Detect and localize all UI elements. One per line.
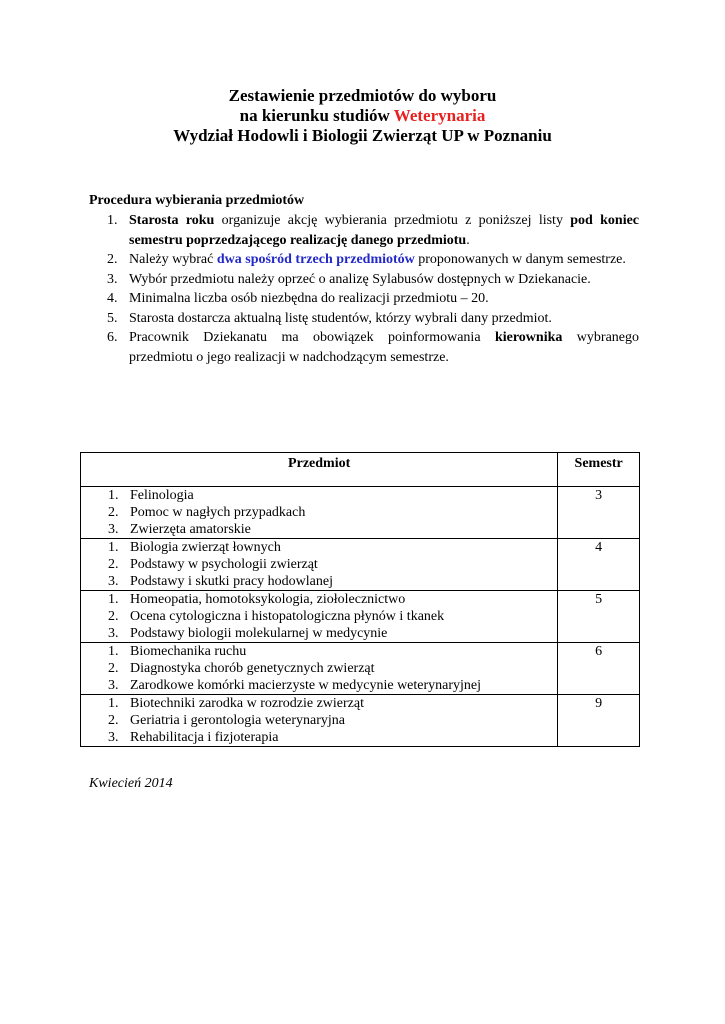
- subject-item: [81, 504, 557, 521]
- procedure-item-text: Należy wybrać: [129, 252, 217, 267]
- subject-name: Podstawy biologii molekularnej w medycynie: [130, 626, 388, 641]
- subject-list: [81, 539, 557, 590]
- subject-name: Biologia zwierząt łownych: [130, 540, 281, 555]
- subject-number: 3.: [108, 626, 119, 641]
- procedure-item-bold: kierownika: [494, 330, 563, 345]
- procedure-item-number: 5.: [107, 310, 118, 326]
- header-semester: Semestr: [558, 453, 640, 487]
- header-subject: Przedmiot: [81, 453, 558, 487]
- subject-item: [81, 677, 557, 694]
- subjects-table: [80, 452, 640, 747]
- title-line-3: Wydział Hodowli i Biologii Zwierząt UP w Poznaniu: [173, 126, 552, 145]
- table-row: [81, 695, 640, 747]
- subjects-cell: [81, 539, 558, 591]
- procedure-item: [89, 289, 639, 309]
- subject-number: 2.: [108, 505, 119, 520]
- subject-number: 3.: [108, 678, 119, 693]
- document-title: [0, 86, 725, 146]
- subject-number: 3.: [108, 522, 119, 537]
- procedure-item-number: 3.: [107, 271, 118, 287]
- subject-item: [81, 712, 557, 729]
- procedure-item-number: 4.: [107, 291, 118, 306]
- procedure-item-number: 6.: [107, 330, 118, 345]
- subject-number: 1.: [108, 644, 119, 659]
- subject-list: [81, 487, 557, 538]
- table-header-row: [81, 453, 640, 487]
- procedure-item: [89, 270, 639, 290]
- subject-name: Biomechanika ruchu: [130, 644, 247, 659]
- subject-number: 1.: [108, 696, 119, 711]
- subject-name: Rehabilitacja i fizjoterapia: [130, 730, 279, 745]
- procedure-item-text: organizuje akcję wybierania przedmiotu z poniższej listy: [214, 213, 571, 228]
- subject-number: 3.: [108, 574, 119, 589]
- subject-item: [81, 608, 557, 625]
- procedure-list: [89, 211, 639, 367]
- subject-number: 1.: [108, 540, 119, 555]
- subject-name: Podstawy w psychologii zwierząt: [130, 557, 318, 572]
- title-line-2: [0, 106, 725, 126]
- subject-name: Podstawy i skutki pracy hodowlanej: [130, 574, 333, 589]
- title-line-2-prefix: na kierunku studiów: [239, 106, 394, 125]
- subject-number: 2.: [108, 609, 119, 624]
- title-line-1: Zestawienie przedmiotów do wyboru: [228, 86, 497, 105]
- subject-number: 2.: [108, 557, 119, 572]
- semester-cell: 3: [558, 487, 640, 539]
- procedure-item-text: .: [466, 232, 470, 248]
- subject-name: Zwierzęta amatorskie: [130, 522, 251, 537]
- subject-number: 3.: [108, 730, 119, 745]
- subjects-cell: [81, 695, 558, 747]
- subject-list: [81, 591, 557, 642]
- procedure-heading: Procedura wybierania przedmiotów: [89, 193, 305, 208]
- procedure-item-text: wybranego przedmiotu o jego realizacji w nadchodzącym semestrze.: [129, 330, 639, 365]
- semester-cell: 6: [558, 643, 640, 695]
- subject-list: [81, 643, 557, 694]
- table-row: [81, 643, 640, 695]
- procedure-item-text: Starosta dostarcza aktualną listę studentów, którzy wybrali dany przedmiot.: [129, 310, 552, 326]
- subject-item: [81, 625, 557, 642]
- subject-item: [81, 643, 557, 660]
- table-row: [81, 591, 640, 643]
- subject-name: Pomoc w nagłych przypadkach: [130, 505, 306, 520]
- procedure-item-highlight: dwa spośród trzech przedmiotów: [216, 252, 415, 267]
- subjects-cell: [81, 487, 558, 539]
- subject-number: 1.: [108, 488, 119, 503]
- subject-number: 1.: [108, 592, 119, 607]
- semester-cell: 5: [558, 591, 640, 643]
- procedure-item-text: Pracownik Dziekanatu ma obowiązek poinformowania: [129, 330, 495, 345]
- procedure-item: [89, 309, 639, 329]
- subject-item: [81, 521, 557, 538]
- subjects-cell: [81, 643, 558, 695]
- table-row: [81, 539, 640, 591]
- procedure-item-text: Minimalna liczba osób niezbędna do realizacji przedmiotu – 20.: [129, 291, 489, 306]
- procedure-item-bold: pod koniec semestru poprzedzającego realizację danego przedmiotu: [129, 213, 640, 248]
- procedure-item-number: 2.: [107, 252, 118, 267]
- procedure-item-bold: Starosta roku: [129, 213, 215, 228]
- subject-number: 2.: [108, 661, 119, 676]
- subject-item: [81, 556, 557, 573]
- subject-item: [81, 591, 557, 608]
- procedure-item: [89, 250, 639, 270]
- procedure-item-text: Wybór przedmiotu należy oprzeć o analizę Sylabusów dostępnych w Dziekanacie.: [129, 271, 591, 287]
- subject-name: Felinologia: [130, 488, 194, 503]
- subject-list: [81, 695, 557, 746]
- subject-item: [81, 539, 557, 556]
- subject-name: Zarodkowe komórki macierzyste w medycynie weterynaryjnej: [130, 678, 482, 693]
- document-date: Kwiecień 2014: [89, 776, 173, 791]
- procedure-item-text: proponowanych w danym semestrze.: [414, 252, 626, 267]
- subject-name: Biotechniki zarodka w rozrodzie zwierząt: [130, 696, 365, 711]
- semester-cell: 9: [558, 695, 640, 747]
- subject-item: [81, 695, 557, 712]
- subject-name: Geriatria i gerontologia weterynaryjna: [130, 713, 345, 728]
- procedure-item-number: 1.: [107, 213, 118, 228]
- subject-item: [81, 660, 557, 677]
- procedure-item: [89, 328, 639, 367]
- subject-name: Ocena cytologiczna i histopatologiczna płynów i tkanek: [130, 609, 445, 624]
- subjects-cell: [81, 591, 558, 643]
- subject-name: Diagnostyka chorób genetycznych zwierząt: [130, 661, 375, 676]
- subject-item: [81, 729, 557, 746]
- subject-item: [81, 573, 557, 590]
- semester-cell: 4: [558, 539, 640, 591]
- subject-name: Homeopatia, homotoksykologia, ziołolecznictwo: [130, 592, 406, 607]
- subject-item: [81, 487, 557, 504]
- procedure-item: [89, 211, 639, 250]
- field-of-study: Weterynaria: [393, 106, 486, 125]
- table-row: [81, 487, 640, 539]
- subject-number: 2.: [108, 713, 119, 728]
